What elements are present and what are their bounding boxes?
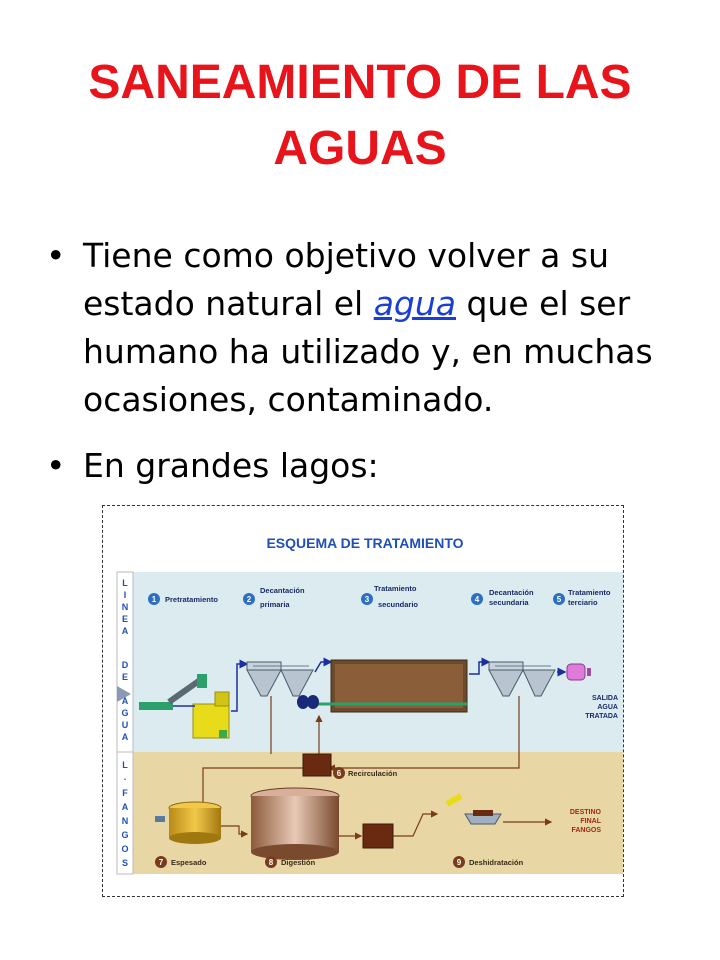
sludge-letter: .: [123, 772, 127, 782]
stage-7: [155, 856, 207, 868]
bullet-text-lakes: En grandes lagos:: [83, 446, 379, 485]
svg-text:4: 4: [474, 595, 480, 604]
agua-link[interactable]: agua: [373, 284, 456, 323]
water-letter: U: [121, 720, 129, 730]
water-line-label: [121, 578, 128, 742]
bullet-item-lakes: [46, 442, 686, 490]
treatment-diagram-svg: [103, 506, 623, 896]
title-line-1: SANEAMIENTO DE LAS: [88, 56, 632, 109]
screen-unit: [197, 674, 207, 688]
svg-text:Tratamiento: Tratamiento: [568, 588, 611, 597]
outlet-label-line: SALIDA: [591, 695, 618, 702]
bullet-item-objective: [46, 232, 686, 424]
svg-text:2: 2: [246, 595, 252, 604]
sludge-side-strip: [117, 752, 133, 874]
pump-icon: [155, 816, 165, 822]
water-letter: N: [121, 602, 129, 612]
svg-text:Pretratamiento: Pretratamiento: [165, 595, 218, 604]
stage-8: [265, 856, 316, 868]
svg-text:3: 3: [364, 595, 370, 604]
sludge-letter: F: [122, 788, 128, 798]
svg-text:Decantación: Decantación: [260, 586, 305, 595]
outlet-label-line: TRATADA: [585, 713, 618, 720]
bullet-list: [46, 232, 686, 508]
recirculation-pump-icon: [303, 754, 331, 776]
svg-text:5: 5: [556, 595, 562, 604]
water-letter: I: [123, 590, 127, 600]
digester: [251, 788, 339, 860]
destination-label-line: DESTINO: [569, 809, 601, 816]
svg-text:Recirculación: Recirculación: [348, 769, 398, 778]
pump-icon: [219, 730, 227, 738]
svg-text:6: 6: [336, 769, 342, 778]
svg-text:7: 7: [158, 858, 164, 867]
water-letter: A: [121, 626, 129, 636]
dewatering-unit: [363, 824, 393, 848]
svg-text:terciario: terciario: [568, 598, 598, 607]
sludge-letter: A: [121, 802, 129, 812]
sludge-letter: L: [122, 760, 128, 770]
svg-text:Espesado: Espesado: [171, 858, 207, 867]
sludge-letter: S: [121, 858, 129, 868]
svg-text:8: 8: [268, 858, 274, 867]
svg-text:secundaria: secundaria: [489, 598, 529, 607]
thickener: [169, 802, 221, 844]
svg-text:9: 9: [456, 858, 462, 867]
bullet-icon: •: [46, 446, 66, 485]
destination-label-line: FANGOS: [571, 827, 601, 834]
water-letter: A: [121, 696, 129, 706]
svg-text:secundario: secundario: [378, 600, 419, 609]
svg-text:Tratamiento: Tratamiento: [374, 584, 417, 593]
svg-text:Deshidratación: Deshidratación: [469, 858, 524, 867]
water-letter: G: [121, 708, 129, 718]
water-letter: A: [121, 732, 129, 742]
water-letter: E: [121, 672, 129, 682]
water-letter: E: [121, 614, 129, 624]
treatment-diagram: [102, 505, 624, 897]
bullet-text-part-1: Tiene como objetivo volver a su estado natural el: [83, 236, 610, 323]
sludge-letter: O: [121, 844, 129, 854]
sludge-letter: G: [121, 830, 129, 840]
water-letter: D: [121, 660, 129, 670]
grit-chamber-top: [215, 692, 229, 706]
svg-text:1: 1: [151, 595, 157, 604]
bullet-text-part-2: que el ser humano ha utilizado y, en muchas ocasiones, contaminado.: [83, 284, 653, 419]
water-letter: L: [122, 578, 128, 588]
title-line-2: AGUAS: [273, 122, 447, 175]
svg-text:primaria: primaria: [260, 600, 290, 609]
sludge-letter: N: [121, 816, 129, 826]
sludge-cake: [473, 810, 493, 816]
slide-title: [40, 50, 680, 182]
svg-text:Decantación: Decantación: [489, 588, 534, 597]
bullet-icon: •: [46, 236, 66, 275]
diagram-title: ESQUEMA DE TRATAMIENTO: [266, 535, 464, 551]
destination-label-line: FINAL: [580, 818, 601, 825]
outlet-label-line: AGUA: [597, 704, 618, 711]
inlet-channel: [139, 702, 173, 710]
svg-text:Digestión: Digestión: [281, 858, 316, 867]
